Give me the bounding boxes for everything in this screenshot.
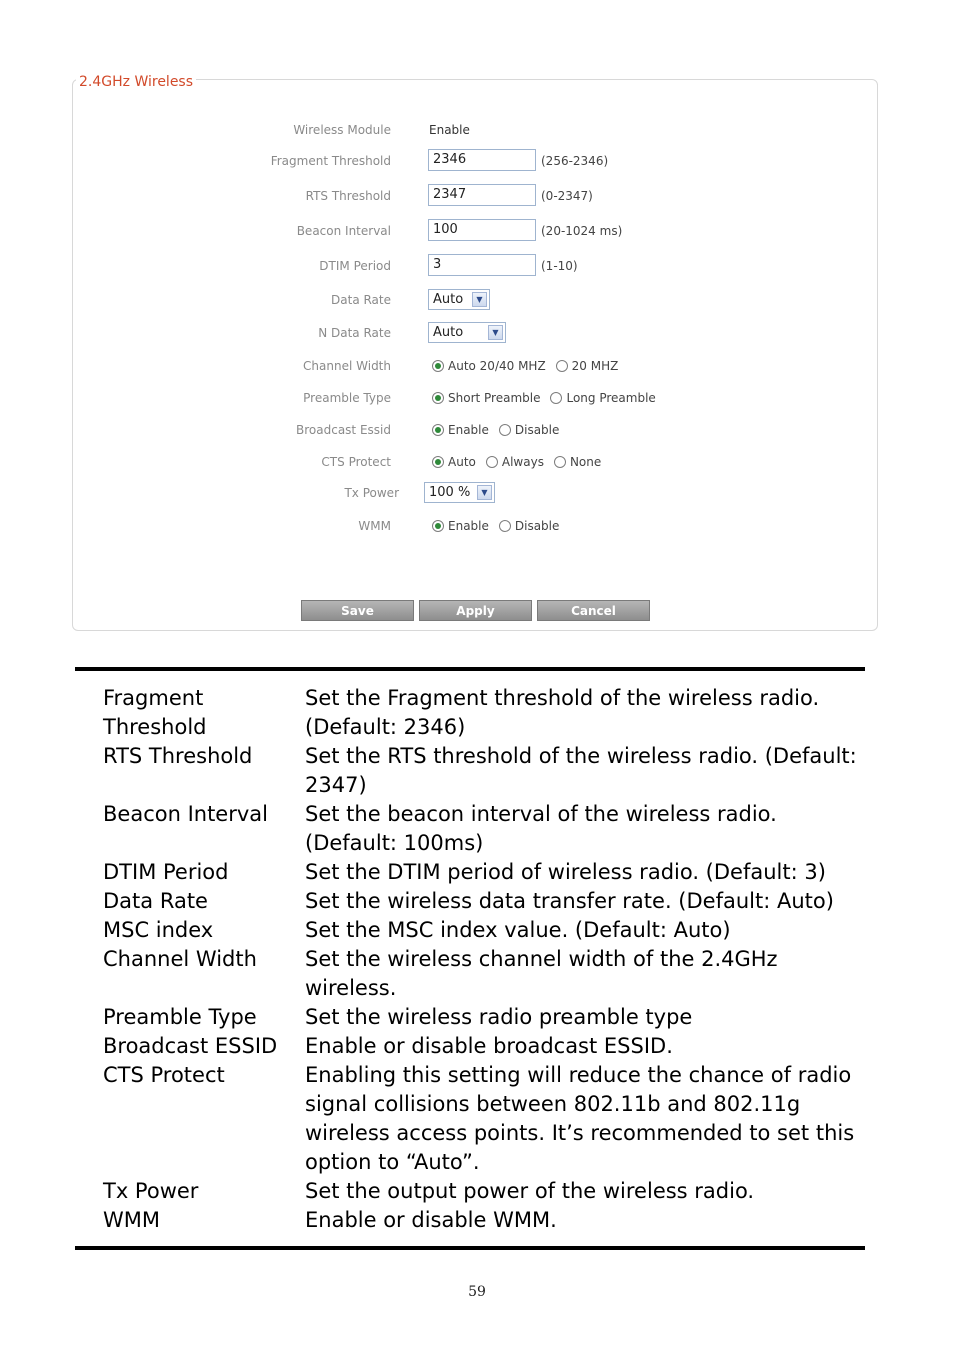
setting-description: Set the MSC index value. (Default: Auto) [305,918,731,942]
preamble-type-label: Preamble Type [303,391,391,405]
preamble-option-short[interactable] [432,391,540,405]
data-rate-select[interactable] [428,289,490,310]
dtim-period-input[interactable]: 3 [428,254,536,276]
radio-selected-icon[interactable] [432,424,444,436]
radio-label: Always [501,455,544,469]
radio-label: None [569,455,602,469]
table-row [103,1032,863,1061]
tx-power-label: Tx Power [344,486,399,500]
table-row [103,858,863,887]
setting-description: Set the beacon interval of the wireless radio. (Default: 100ms) [305,802,777,855]
chevron-down-icon[interactable]: ▼ [477,485,492,500]
table-row [103,916,863,945]
setting-description: Set the output power of the wireless radio. [305,1179,755,1203]
setting-description: Enable or disable WMM. [305,1208,557,1232]
radio-unselected-icon[interactable] [486,456,498,468]
radio-label: Enable [448,519,489,533]
setting-description: Set the Fragment threshold of the wireless radio. (Default: 2346) [305,686,820,739]
radio-label: Enable [448,423,489,437]
setting-description: Set the wireless channel width of the 2.4GHz wireless. [305,947,778,1000]
setting-term: Beacon Interval [103,802,268,826]
fragment-threshold-input[interactable]: 2346 [428,149,536,171]
fragment-threshold-label: Fragment Threshold [270,154,391,168]
page-number: 59 [468,1284,486,1300]
radio-selected-icon[interactable] [432,456,444,468]
table-row [103,1061,863,1177]
n-data-rate-label: N Data Rate [318,326,391,340]
radio-selected-icon[interactable] [432,520,444,532]
chevron-down-icon[interactable]: ▼ [488,325,503,340]
cts-protect-option-auto[interactable] [432,455,476,469]
setting-term: WMM [103,1208,161,1232]
dtim-period-range: (1-10) [541,259,578,273]
cancel-button[interactable]: Cancel [537,600,650,621]
cts-protect-label: CTS Protect [321,455,391,469]
table-row [103,684,863,742]
table-row [103,887,863,916]
radio-label: Long Preamble [566,391,656,405]
dtim-period-label: DTIM Period [319,259,391,273]
setting-description: Enable or disable broadcast ESSID. [305,1034,673,1058]
setting-description: Set the wireless radio preamble type [305,1005,693,1029]
broadcast-essid-option-enable[interactable] [432,423,489,437]
setting-term: Broadcast ESSID [103,1034,278,1058]
setting-term: DTIM Period [103,860,229,884]
chevron-down-icon[interactable]: ▼ [472,292,487,307]
radio-label: Disable [514,519,560,533]
setting-term: Fragment Threshold [103,686,207,739]
wmm-radio-group [432,519,569,533]
wmm-option-disable[interactable] [499,519,560,533]
cts-protect-option-always[interactable] [486,455,544,469]
channel-width-option-auto[interactable] [432,359,546,373]
n-data-rate-select[interactable] [428,322,506,343]
setting-description: Set the wireless data transfer rate. (Default: Auto) [305,889,834,913]
save-button[interactable]: Save [301,600,414,621]
data-rate-label: Data Rate [331,293,391,307]
rts-threshold-input[interactable]: 2347 [428,184,536,206]
radio-label: Auto [448,455,476,469]
setting-description: Set the RTS threshold of the wireless radio. (Default: 2347) [305,744,857,797]
data-rate-value: Auto [433,292,464,307]
table-row [103,1206,863,1235]
wireless-module-label: Wireless Module [293,123,391,137]
setting-term: RTS Threshold [103,744,253,768]
setting-description: Enabling this setting will reduce the chance of radio signal collisions between 802.11b and 802.11g wireless access points. It’s recommended to set this option to “Auto”. [305,1063,855,1174]
rts-threshold-range: (0-2347) [541,189,593,203]
preamble-type-radio-group [432,391,666,405]
beacon-interval-input[interactable]: 100 [428,219,536,241]
setting-term: Channel Width [103,947,257,971]
table-row [103,1177,863,1206]
table-row [103,742,863,800]
wmm-option-enable[interactable] [432,519,489,533]
setting-term: Data Rate [103,889,208,913]
radio-label: Short Preamble [448,391,541,405]
radio-unselected-icon[interactable] [556,360,568,372]
setting-term: Tx Power [103,1179,199,1203]
radio-label: Disable [514,423,560,437]
radio-label: 20 MHZ [571,359,619,373]
radio-unselected-icon[interactable] [499,424,511,436]
panel-title: 2.4GHz Wireless [76,74,196,90]
table-bottom-rule [75,1246,865,1250]
radio-selected-icon[interactable] [432,392,444,404]
rts-threshold-label: RTS Threshold [305,189,391,203]
fragment-threshold-range: (256-2346) [541,154,609,168]
cts-protect-radio-group [432,455,611,469]
setting-term: Preamble Type [103,1005,257,1029]
wireless-module-value: Enable [429,123,470,137]
setting-description: Set the DTIM period of wireless radio. (Default: 3) [305,860,826,884]
setting-term: CTS Protect [103,1063,225,1087]
broadcast-essid-radio-group [432,423,569,437]
tx-power-select[interactable] [424,482,495,503]
channel-width-radio-group [432,359,628,373]
settings-description-table [103,684,863,1235]
setting-term: MSC index [103,918,214,942]
radio-selected-icon[interactable] [432,360,444,372]
n-data-rate-value: Auto [433,325,464,340]
tx-power-value: 100 % [429,485,471,500]
radio-unselected-icon[interactable] [550,392,562,404]
radio-unselected-icon[interactable] [554,456,566,468]
table-row [103,1003,863,1032]
broadcast-essid-label: Broadcast Essid [296,423,391,437]
radio-unselected-icon[interactable] [499,520,511,532]
apply-button[interactable]: Apply [419,600,532,621]
table-row [103,945,863,1003]
radio-label: Auto 20/40 MHZ [448,359,546,373]
table-row [103,800,863,858]
channel-width-option-20mhz[interactable] [556,359,619,373]
beacon-interval-label: Beacon Interval [296,224,391,238]
cts-protect-option-none[interactable] [554,455,601,469]
wmm-label: WMM [358,519,391,533]
table-top-rule [75,667,865,671]
beacon-interval-range: (20-1024 ms) [541,224,623,238]
preamble-option-long[interactable] [550,391,655,405]
channel-width-label: Channel Width [303,359,391,373]
broadcast-essid-option-disable[interactable] [499,423,560,437]
